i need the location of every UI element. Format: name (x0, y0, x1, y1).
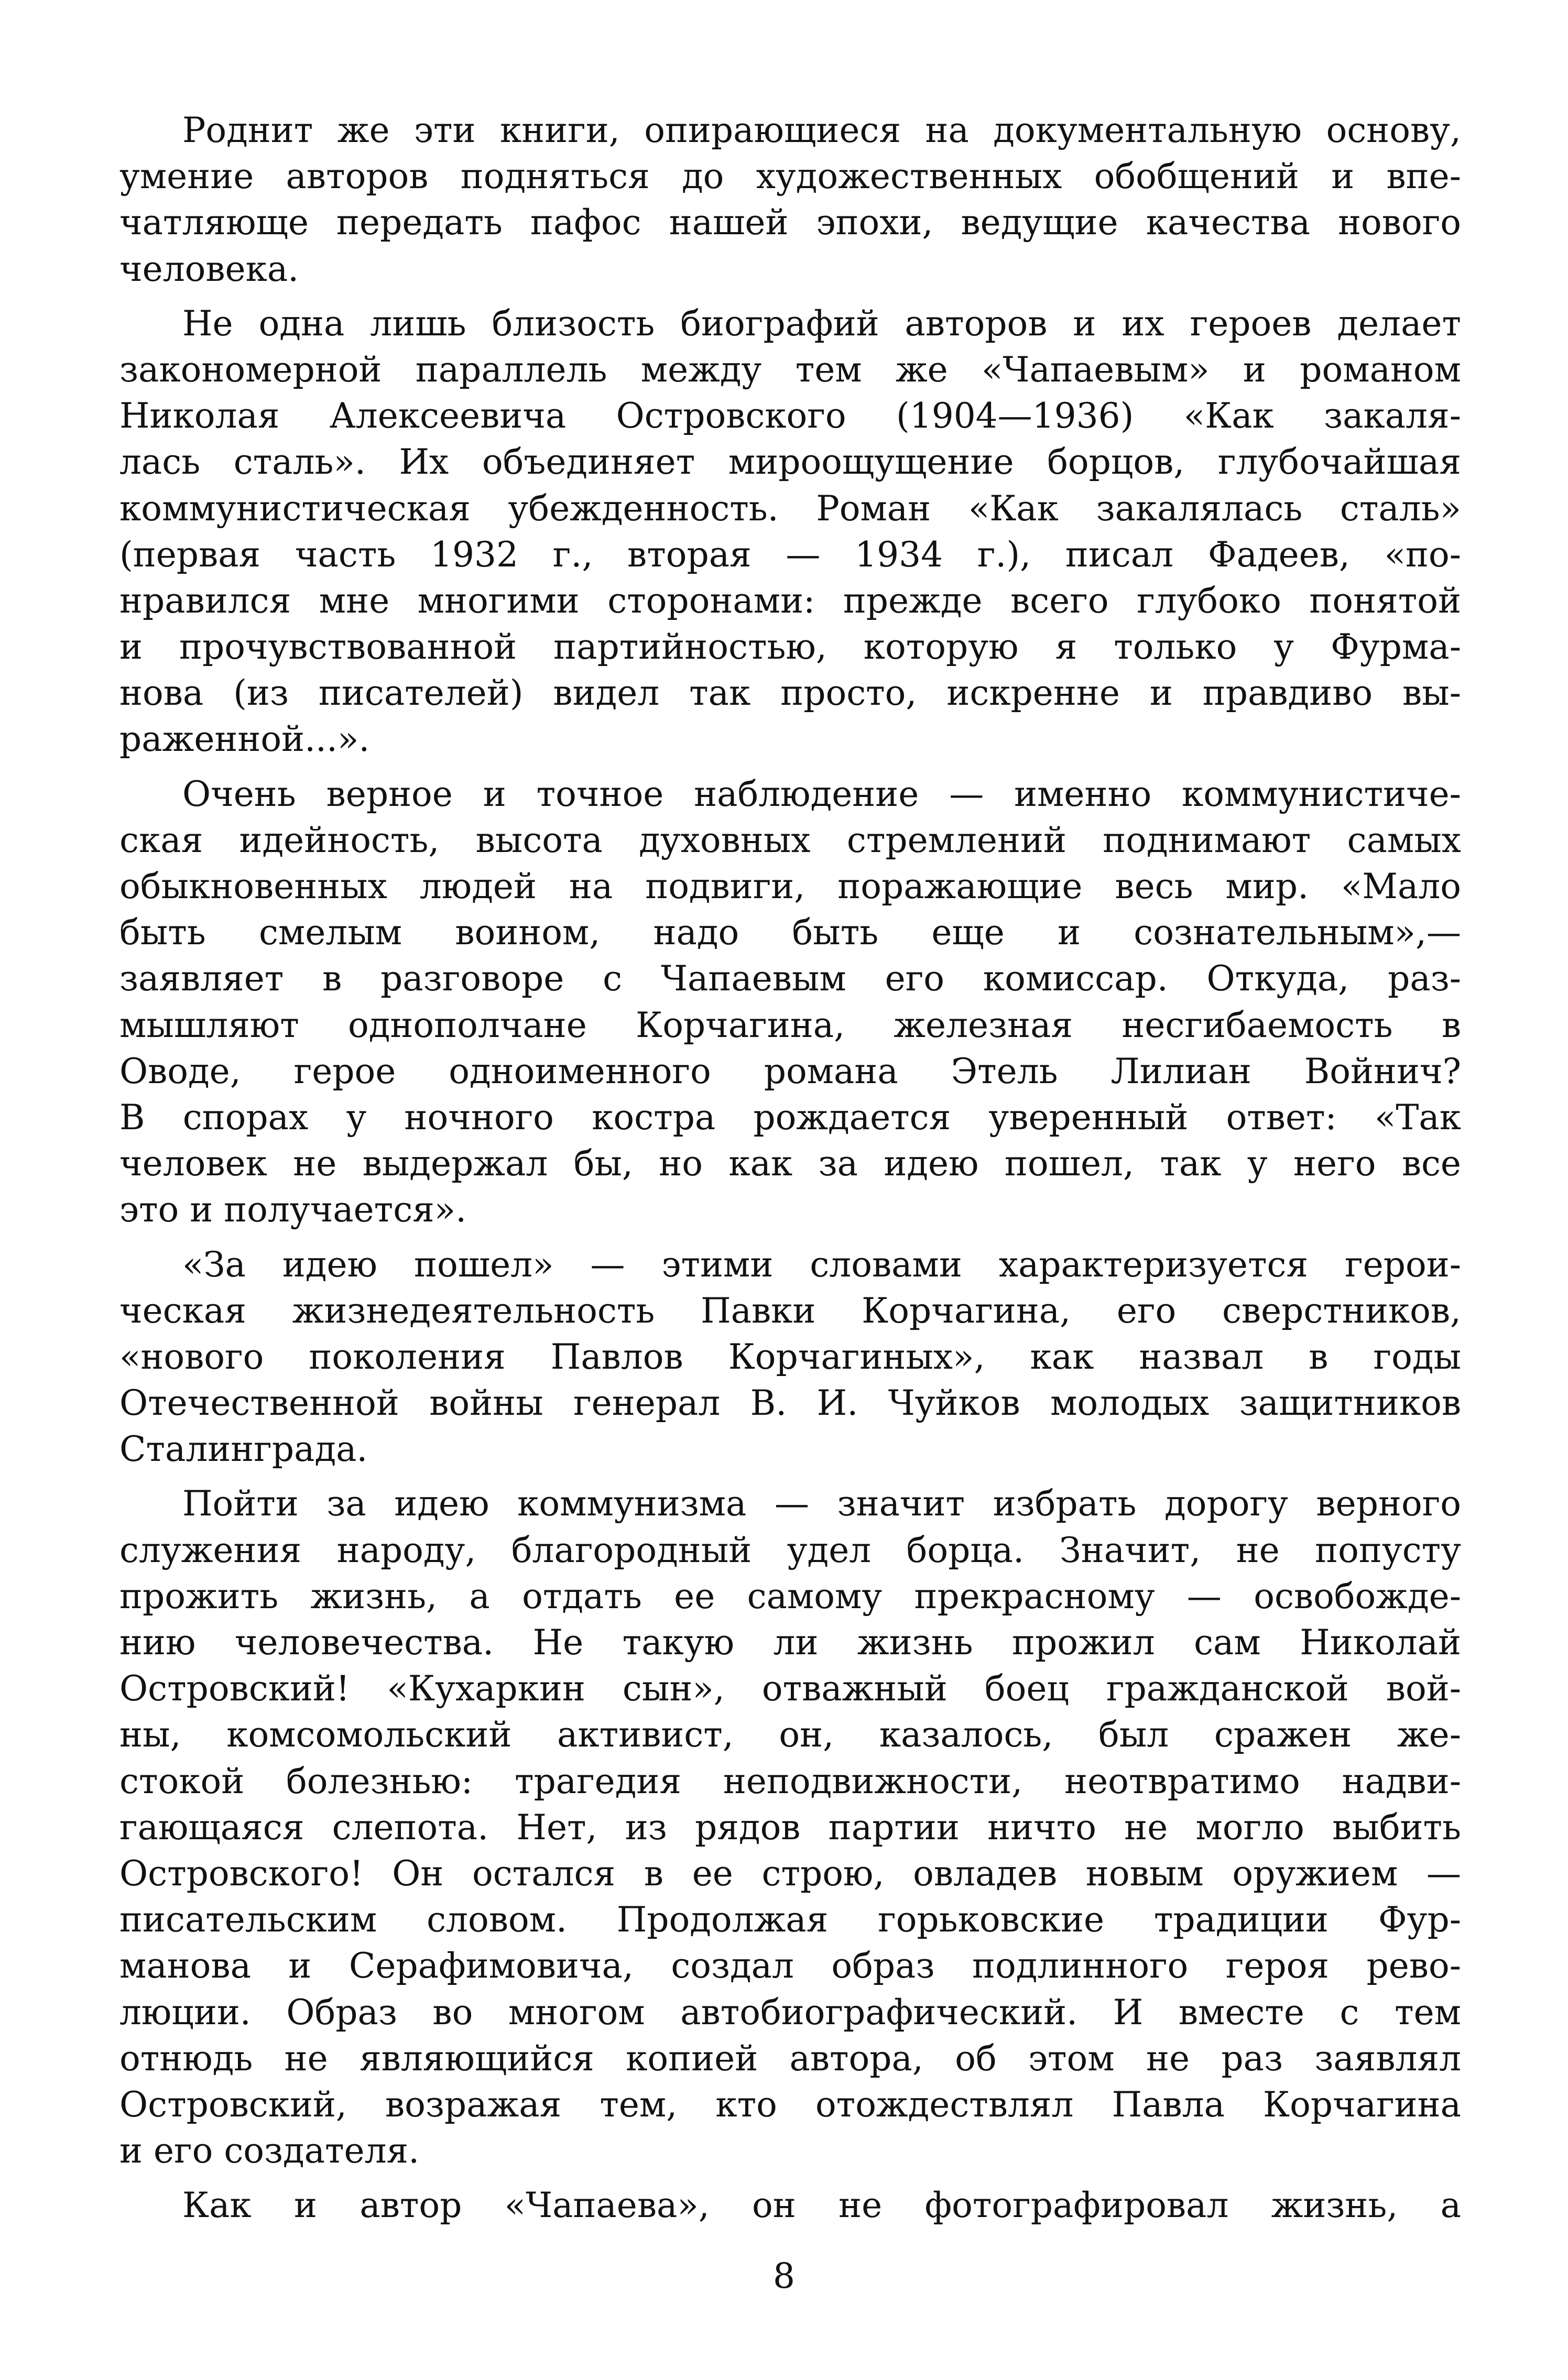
text-line: люции. Образ во многом автобиографический. И вместе с тем (119, 1992, 1461, 2033)
text-line: нравился мне многими сторонами: прежде всего глубоко понятой (119, 580, 1461, 621)
text-line: быть смелым воином, надо быть еще и сознательным»,— (119, 912, 1461, 953)
text-line: служения народу, благородный удел борца. Значит, не попусту (119, 1530, 1461, 1570)
text-line: чатляюще передать пафос нашей эпохи, ведущие качества нового (119, 202, 1461, 243)
text-line: Как и автор «Чапаева», он не фотографировал жизнь, а (182, 2185, 1461, 2226)
page-number: 8 (773, 2256, 795, 2296)
text-line: и его создателя. (119, 2131, 420, 2171)
paragraph-gap (119, 763, 1461, 771)
text-line: умение авторов подняться до художественных обобщений и впе- (119, 156, 1461, 197)
page-text (119, 107, 1461, 2308)
text-line: (первая часть 1932 г., вторая — 1934 г.), писал Фадеев, «по- (119, 534, 1461, 575)
text-line: ны, комсомольский активист, он, казалось, был сражен же- (119, 1715, 1461, 1755)
paragraph (119, 771, 1461, 1233)
text-line: Островского! Он остался в ее строю, овладев новым оружием — (119, 1853, 1461, 1894)
paragraph-gap (119, 292, 1461, 301)
text-line: прожить жизнь, а отдать ее самому прекрасному — освобожде- (119, 1576, 1461, 1617)
paragraph (119, 107, 1461, 292)
text-line: писательским словом. Продолжая горьковские традиции Фур- (119, 1899, 1461, 1940)
paragraph-gap (119, 1233, 1461, 1242)
text-line: Роднит же эти книги, опирающиеся на документальную основу, (182, 110, 1461, 150)
text-line: Отечественной войны генерал В. И. Чуйков молодых защитников (119, 1383, 1461, 1424)
paragraph (119, 1242, 1461, 1473)
text-line: Не одна лишь близость биографий авторов и их героев делает (182, 303, 1461, 344)
text-line: Очень верное и точное наблюдение — именно коммунистиче- (182, 773, 1461, 814)
text-line: «нового поколения Павлов Корчагиных», как назвал в годы (119, 1336, 1461, 1377)
paragraph (119, 301, 1461, 763)
paragraph-gap (119, 2174, 1461, 2182)
text-line: раженной...». (119, 719, 370, 760)
text-line: это и получается». (119, 1189, 467, 1230)
text-line: закономерной параллель между тем же «Чапаевым» и романом (119, 349, 1461, 390)
text-line: ская идейность, высота духовных стремлений поднимают самых (119, 820, 1461, 860)
text-line: нию человечества. Не такую ли жизнь прожил сам Николай (119, 1622, 1461, 1663)
text-line: обыкновенных людей на подвиги, поражающие весь мир. «Мало (119, 866, 1461, 907)
text-line: манова и Серафимовича, создал образ подлинного героя рево- (119, 1946, 1461, 1986)
text-line: стокой болезнью: трагедия неподвижности, неотвратимо надви- (119, 1761, 1461, 1802)
text-line: человека. (119, 248, 299, 289)
text-line: Оводе, герое одноименного романа Этель Лилиан Войнич? (119, 1051, 1461, 1091)
text-line: отнюдь не являющийся копией автора, об этом не раз заявлял (119, 2038, 1461, 2079)
text-line: «За идею пошел» — этими словами характеризуется герои- (182, 1244, 1461, 1285)
text-line: В спорах у ночного костра рождается уверенный ответ: «Так (119, 1097, 1461, 1138)
text-line: ческая жизнедеятельность Павки Корчагина, его сверстников, (119, 1290, 1461, 1331)
text-line: и прочувствованной партийностью, которую я только у Фурма- (119, 627, 1461, 668)
text-line: Николая Алексеевича Островского (1904—1936) «Как закаля- (119, 396, 1461, 436)
text-line: Островский, возражая тем, кто отождествлял Павла Корчагина (119, 2084, 1461, 2125)
text-line: гающаяся слепота. Нет, из рядов партии ничто не могло выбить (119, 1807, 1461, 1848)
text-line: нова (из писателей) видел так просто, искренне и правдиво вы- (119, 673, 1461, 714)
paragraph (119, 1481, 1461, 2174)
text-line: заявляет в разговоре с Чапаевым его комиссар. Откуда, раз- (119, 958, 1461, 999)
text-line: коммунистическая убежденность. Роман «Как закалялась сталь» (119, 488, 1461, 529)
text-line: Островский! «Кухаркин сын», отважный боец гражданской вой- (119, 1668, 1461, 1709)
text-line: Пойти за идею коммунизма — значит избрать дорогу верного (182, 1483, 1461, 1524)
paragraph-gap (119, 1472, 1461, 1481)
text-line: человек не выдержал бы, но как за идею пошел, так у него все (119, 1143, 1461, 1184)
text-line: лась сталь». Их объединяет мироощущение борцов, глубочайшая (119, 442, 1461, 483)
paragraph (119, 2182, 1461, 2229)
text-line: Сталинграда. (119, 1429, 368, 1470)
text-line: мышляют однополчане Корчагина, железная несгибаемость в (119, 1005, 1461, 1045)
